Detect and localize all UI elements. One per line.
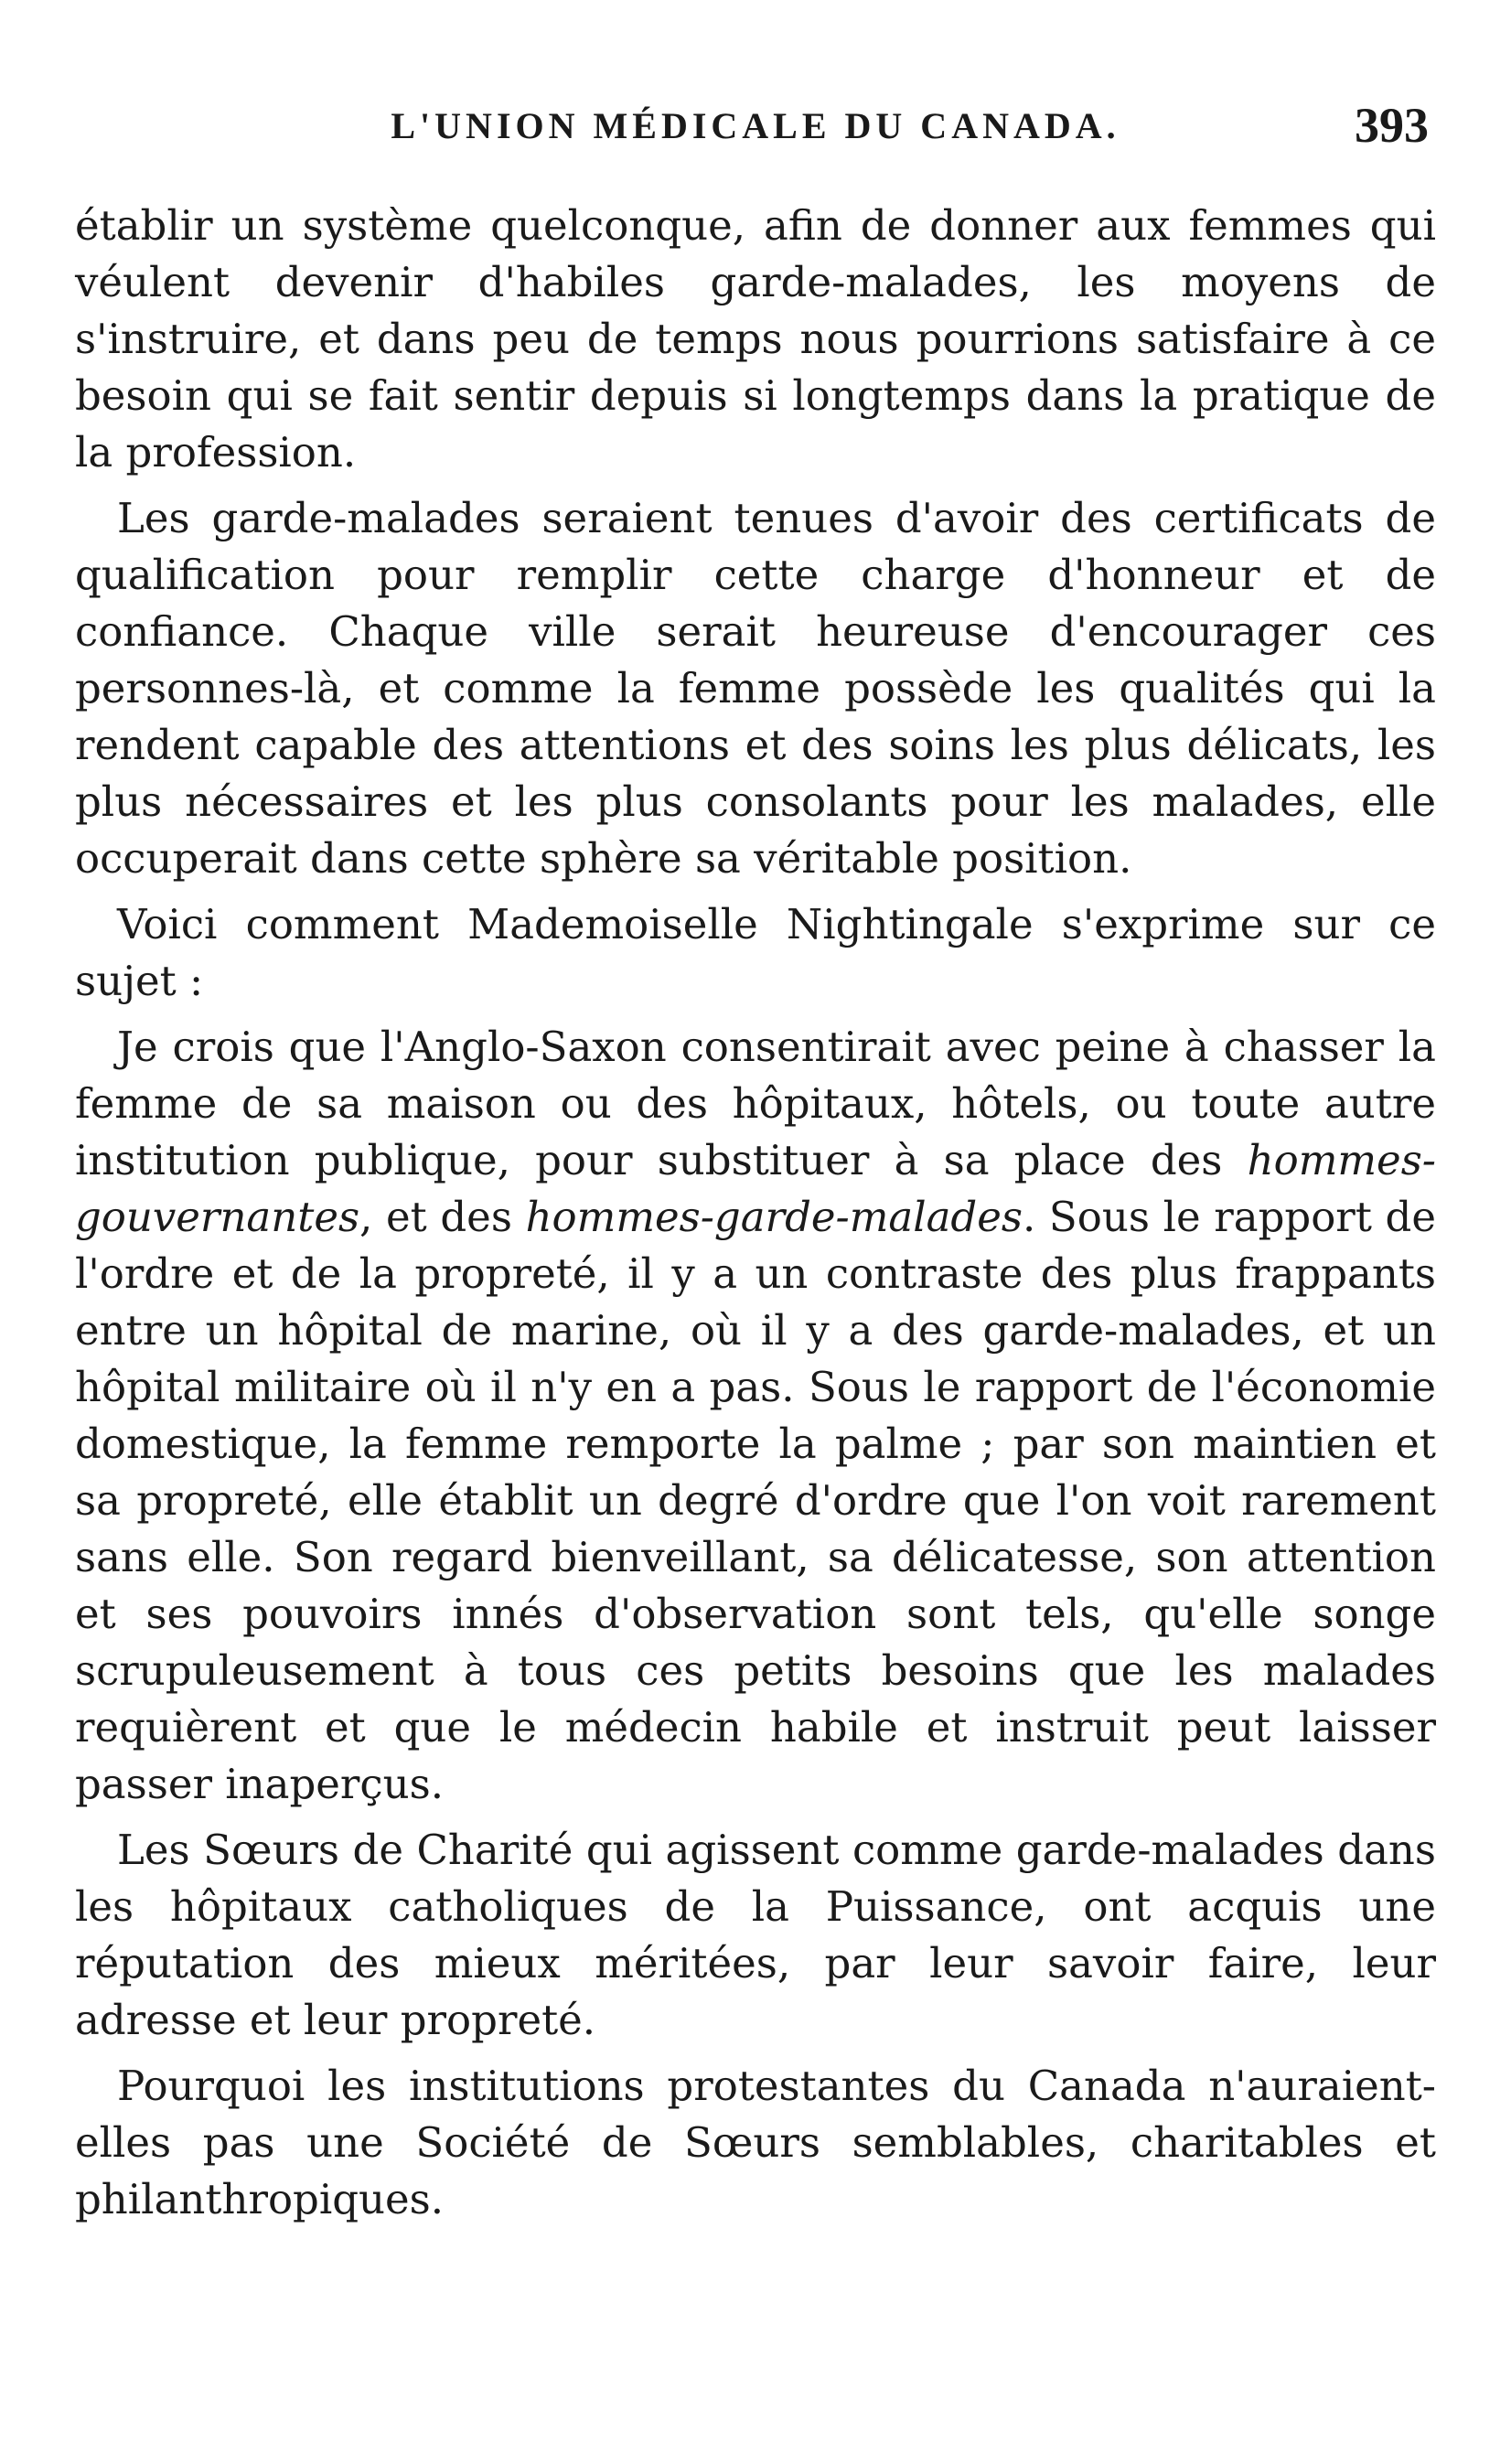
quote-text-2: , et des [359, 1193, 526, 1241]
italic-term-2: hommes-garde-malades [525, 1193, 1023, 1241]
paragraph-4-quote [75, 1019, 1436, 1813]
running-head: L'UNION MÉDICALE DU CANADA. [391, 105, 1120, 146]
page-header [75, 91, 1436, 165]
quote-text-1: Je crois que l'Anglo-Saxon consentirait avec peine à chasser la femme de sa maison ou des hôpitaux, hôtels, ou toute autre institution publique, pour substituer à sa place des [75, 1023, 1436, 1184]
paragraph-2: Les garde-malades seraient tenues d'avoir des certificats de qualification pour remplir cette charge d'honneur et de confiance. Chaque ville serait heureuse d'encourager ces personnes-là, et comme la femme possède les qualités qui la rendent capable des attentions et des soins les plus délicats, les plus nécessaires et les plus consolants pour les malades, elle occuperait dans cette sphère sa véritable position. [75, 494, 1436, 883]
paragraph-5: Les Sœurs de Charité qui agissent comme garde-malades dans les hôpitaux catholiques de la Puissance, ont acquis une réputation des mieux méritées, par leur savoir faire, leur adresse et leur propreté. [75, 1826, 1436, 2044]
paragraph-1: établir un système quelconque, afin de donner aux femmes qui véulent devenir d'habiles garde-malades, les moyens de s'instruire, et dans peu de temps nous pourrions satisfaire à ce besoin qui se fait sentir depuis si longtemps dans la pratique de la profession. [75, 201, 1436, 477]
paragraph-6: Pourquoi les institutions protestantes du Canada n'auraient-elles pas une Société de Sœurs semblables, charitables et philanthropiques. [75, 2062, 1436, 2223]
paragraph-3: Voici comment Mademoiselle Nightingale s'exprime sur ce sujet : [75, 900, 1436, 1005]
body-text [75, 198, 1436, 2228]
document-page [75, 91, 1436, 2237]
italic-term-1: hommes-gouvernantes [75, 1136, 1436, 1241]
page-number: 393 [1355, 98, 1429, 153]
quote-text-3: . Sous le rapport de l'ordre et de la propreté, il y a un contraste des plus frappants entre un hôpital de marine, où il y a des garde-malades, et un hôpital militaire où il n'y en a pas. Sous le rapport de l'économie domestique, la femme remporte la palme ; par son maintien et sa propreté, elle établit un degré d'ordre que l'on voit rarement sans elle. Son regard bienveillant, sa délicatesse, son attention et ses pouvoirs innés d'observation sont tels, qu'elle songe scrupuleusement à tous ces petits besoins que les malades requièrent et que le médecin habile et instruit peut laisser passer inaperçus. [75, 1193, 1436, 1808]
